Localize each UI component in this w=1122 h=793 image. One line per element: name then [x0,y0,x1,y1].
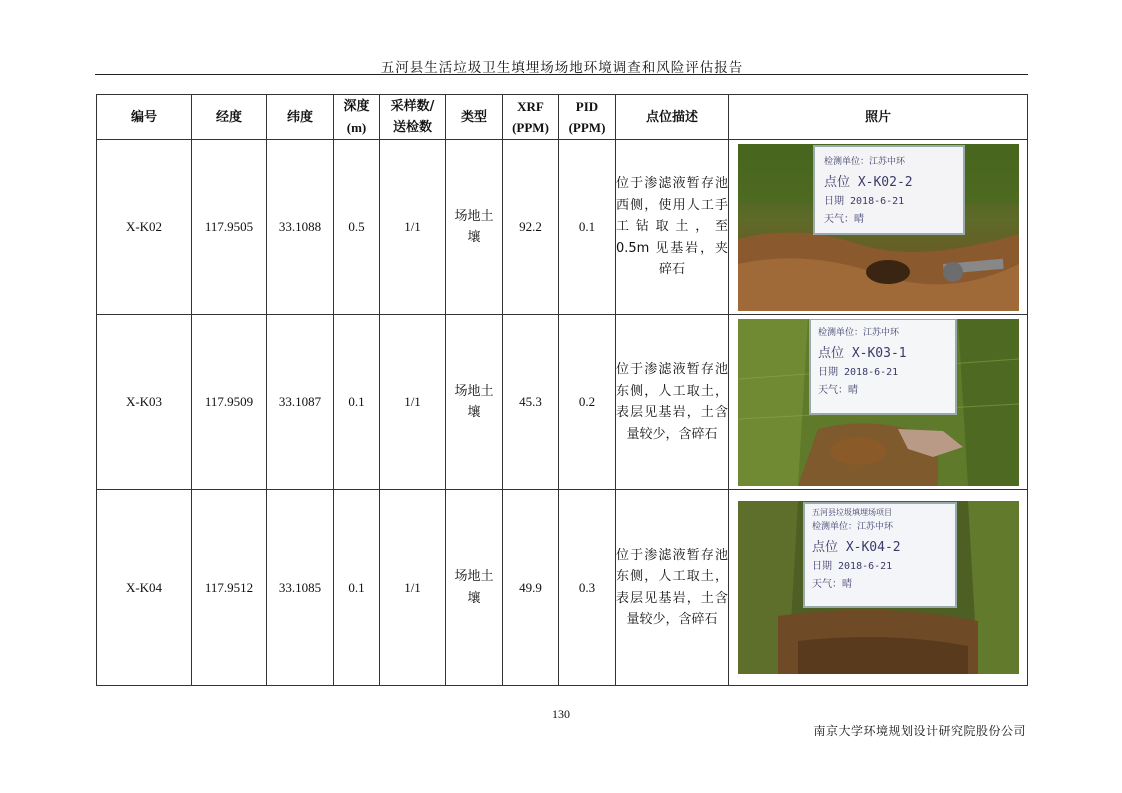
table-row [97,490,1028,686]
footer-organization: 南京大学环境规划设计研究院股份公司 [813,724,1026,738]
header-divider [95,74,1028,75]
board-line4: 天气：晴 [811,579,852,590]
col-header-xrf-line1: XRF [517,99,544,114]
cell-depth: 0.5 [334,140,380,315]
cell-description [616,140,729,315]
cell-type-text: 场地土壤 [454,383,494,420]
table-row [97,140,1028,315]
sample-board [814,146,964,234]
board-line3: 日期 2018-6-21 [817,366,898,378]
cell-type-text: 场地土壤 [454,569,494,606]
cell-description-text: 位于渗滤液暂存池东侧，人工取土，表层见基岩，土含量较少，含碎石 [616,547,728,627]
col-header-xrf [503,95,559,140]
sample-board [804,503,956,607]
cell-samples: 1/1 [380,140,446,315]
cell-longitude: 117.9512 [192,490,267,686]
cell-description-text: 位于渗滤液暂存池西侧，使用人工手工钻取土，至 0.5m 见基岩，夹碎石 [616,176,728,278]
col-header-pid-line2: (PPM) [568,120,606,135]
sampling-table [96,94,1028,686]
col-header-xrf-line2: (PPM) [512,120,549,135]
board-line1: 检测单位：江苏中环 [817,327,899,338]
cell-pid: 0.3 [559,490,616,686]
col-header-samples-line2: 送检数 [392,120,432,135]
cell-photo [729,140,1028,315]
sample-board [810,319,956,414]
cell-longitude: 117.9509 [192,315,267,490]
cell-depth: 0.1 [334,490,380,686]
col-header-id: 编号 [97,95,192,140]
col-header-description: 点位描述 [616,95,729,140]
col-header-samples-line1: 采样数/ [390,99,435,114]
cell-latitude: 33.1088 [267,140,334,315]
col-header-depth-line1: 深度 [343,99,370,114]
cell-xrf: 92.2 [503,140,559,315]
board-line4: 天气：晴 [817,384,858,396]
soil-sampling-photo-svg [738,319,1019,486]
table-row [97,315,1028,490]
cell-longitude: 117.9505 [192,140,267,315]
table-header-row [97,95,1028,140]
cell-depth: 0.1 [334,315,380,490]
cell-photo [729,315,1028,490]
cell-xrf: 49.9 [503,490,559,686]
cell-id: X-K04 [97,490,192,686]
cell-xrf: 45.3 [503,315,559,490]
board-line1: 检测单位：江苏中环 [811,522,893,532]
page-header-title: 五河县生活垃圾卫生填埋场场地环境调查和风险评估报告 [380,60,744,76]
cell-description-text: 位于渗滤液暂存池东侧，人工取土，表层见基岩，土含量较少，含碎石 [616,362,728,442]
col-header-depth-line2: (m) [346,120,367,135]
col-header-photo: 照片 [729,95,1028,140]
cell-samples: 1/1 [380,490,446,686]
col-header-type: 类型 [446,95,503,140]
cell-description [616,490,729,686]
board-line2: 点位 X-K04-2 [811,540,901,555]
cell-pid: 0.2 [559,315,616,490]
page-number: 130 [552,707,570,721]
cell-type [446,140,503,315]
cell-latitude: 33.1087 [267,315,334,490]
cell-id: X-K02 [97,140,192,315]
col-header-depth [334,95,380,140]
cell-samples: 1/1 [380,315,446,490]
soil-sampling-photo-svg [738,144,1019,311]
col-header-pid-line1: PID [575,99,599,114]
col-header-latitude: 纬度 [267,95,334,140]
soil-sampling-photo-icon [738,501,1019,674]
cell-pid: 0.1 [559,140,616,315]
board-line2: 点位 X-K03-1 [817,345,907,361]
col-header-pid [559,95,616,140]
cell-type [446,490,503,686]
soil-sampling-photo-icon [738,319,1019,486]
cell-description [616,315,729,490]
col-header-samples [380,95,446,140]
soil-sampling-photo-svg [738,501,1019,674]
cell-photo [729,490,1028,686]
board-line3: 日期 2018-6-21 [811,561,892,572]
cell-latitude: 33.1085 [267,490,334,686]
cell-id: X-K03 [97,315,192,490]
soil-sampling-photo-icon [738,144,1019,311]
col-header-longitude: 经度 [192,95,267,140]
board-line2: 点位 X-K02-2 [823,174,913,190]
board-line4: 天气：晴 [823,213,864,225]
cell-type-text: 场地土壤 [454,208,494,245]
board-line0: 五河县垃圾填埋场项目 [811,508,892,517]
board-line1: 检测单位：江苏中环 [823,156,905,167]
board-line3: 日期 2018-6-21 [823,195,904,207]
cell-type [446,315,503,490]
